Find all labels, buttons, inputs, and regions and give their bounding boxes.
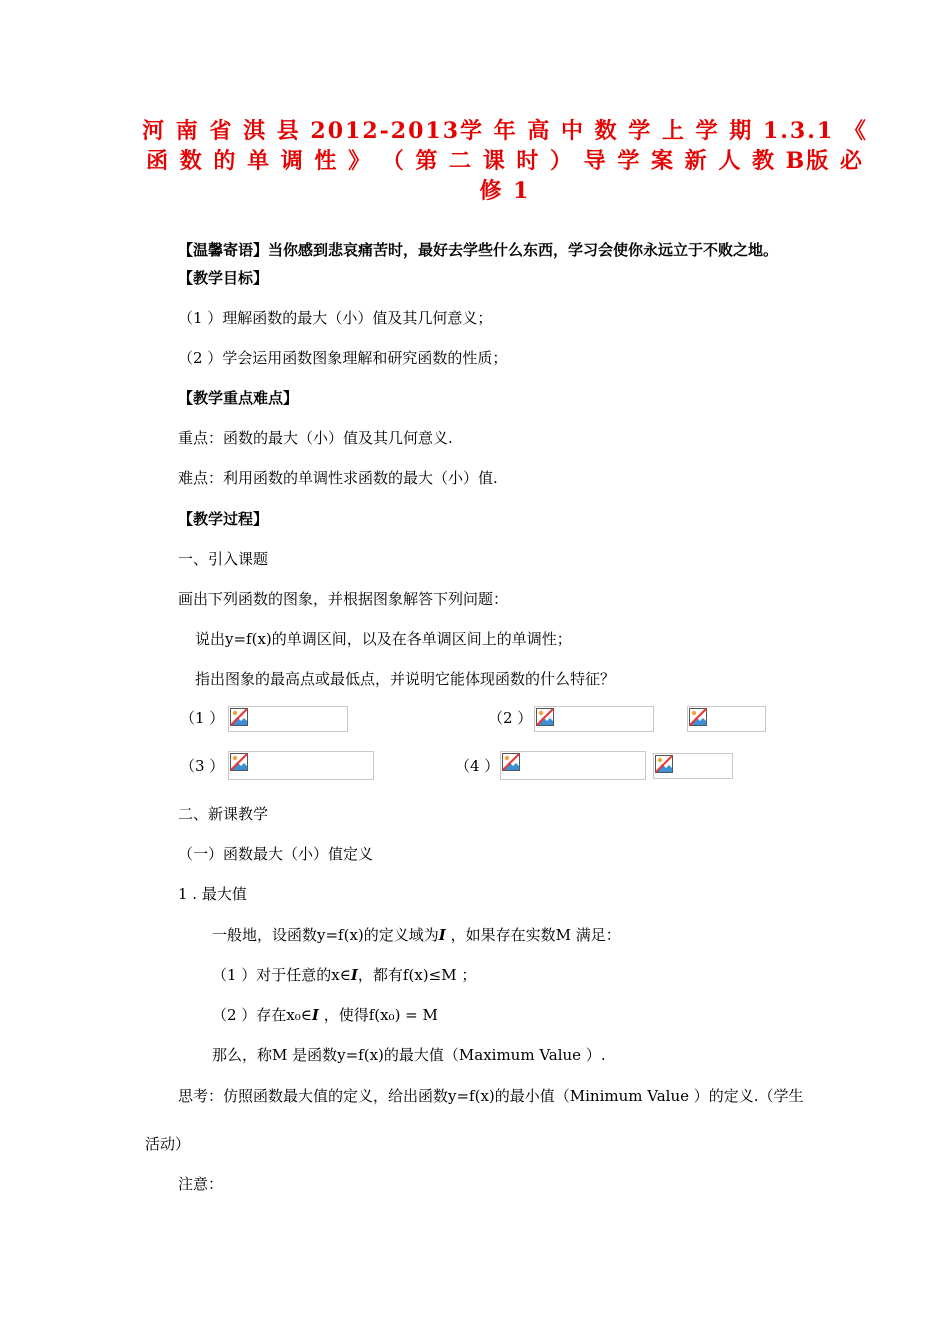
task-a: 说出y=f(x)的单调区间，以及在各单调区间上的单调性； [195,630,572,648]
section-2-heading: 二、新课教学 [178,805,269,823]
broken-image-icon [655,755,673,773]
condition-2 [212,1005,438,1025]
goals-heading: 【教学目标】 [178,269,269,287]
note-label: 注意： [178,1175,224,1193]
think-question-continued: 活动） [145,1135,191,1153]
condition-1-rest: ，都有f(x)≤M ； [357,966,477,984]
figure-label-2: （2 ） [488,709,533,727]
condition-1-text: （1 ）对于任意的x∈ [212,966,351,984]
figure-label-1: （1 ） [180,709,225,727]
broken-image-icon [536,708,554,726]
difficult-point: 难点：利用函数的单调性求函数的最大（小）值. [178,469,498,487]
broken-image-icon [230,753,248,771]
figure-label-4: （4 ） [455,757,500,775]
task-intro: 画出下列函数的图象，并根据图象解答下列问题： [178,590,509,608]
domain-symbol: I [438,926,446,944]
keypoints-heading: 【教学重点难点】 [178,389,299,407]
domain-symbol: I [311,1006,319,1024]
broken-image-icon [689,708,707,726]
figure-1-image [228,706,348,732]
figure-label-3: （3 ） [180,757,225,775]
definition-intro-text: 一般地，设函数y=f(x)的定义域为 [212,926,439,944]
broken-image-icon [502,753,520,771]
condition-2-rest: ，使得f(x₀) = M [318,1006,438,1024]
condition-2-text: （2 ）存在x₀∈ [212,1006,312,1024]
figure-2b-image [687,706,766,732]
task-b: 指出图象的最高点或最低点，并说明它能体现函数的什么特征？ [195,670,616,688]
process-heading: 【教学过程】 [178,510,269,528]
section-1-heading: 一、引入课题 [178,550,269,568]
subsection-1-heading: （一）函数最大（小）值定义 [178,845,374,863]
figure-4a-image [500,751,646,780]
figure-2a-image [534,706,654,732]
motto: 【温馨寄语】当你感到悲哀痛苦时，最好去学些什么东西，学习会使你永远立于不败之地。 [178,241,779,259]
definition-intro-rest: ，如果存在实数M 满足： [445,926,621,944]
goal-2: （2 ）学会运用函数图象理解和研究函数的性质； [178,349,508,367]
think-question: 思考：仿照函数最大值的定义，给出函数y=f(x)的最小值（Minimum Value ）的定义.（学生 [178,1087,804,1105]
figure-4b-image [653,753,733,779]
broken-image-icon [230,708,248,726]
definition-intro [212,925,621,945]
document-title: 河 南 省 淇 县 2012-2013学 年 高 中 数 学 上 学 期 1.3.1 《 函 数 的 单 调 性 》 （ 第 二 课 时 ） 导 学 案 新 人 教 B版 必 修 1 [142,118,868,204]
item-1-heading: 1 . 最大值 [178,885,247,903]
domain-symbol: I [350,966,358,984]
key-point: 重点：函数的最大（小）值及其几何意义. [178,429,453,447]
figure-3-image [228,751,374,780]
goal-1: （1 ）理解函数的最大（小）值及其几何意义； [178,309,493,327]
definition-conclusion: 那么，称M 是函数y=f(x)的最大值（Maximum Value ）. [212,1046,606,1064]
condition-1 [212,965,476,985]
